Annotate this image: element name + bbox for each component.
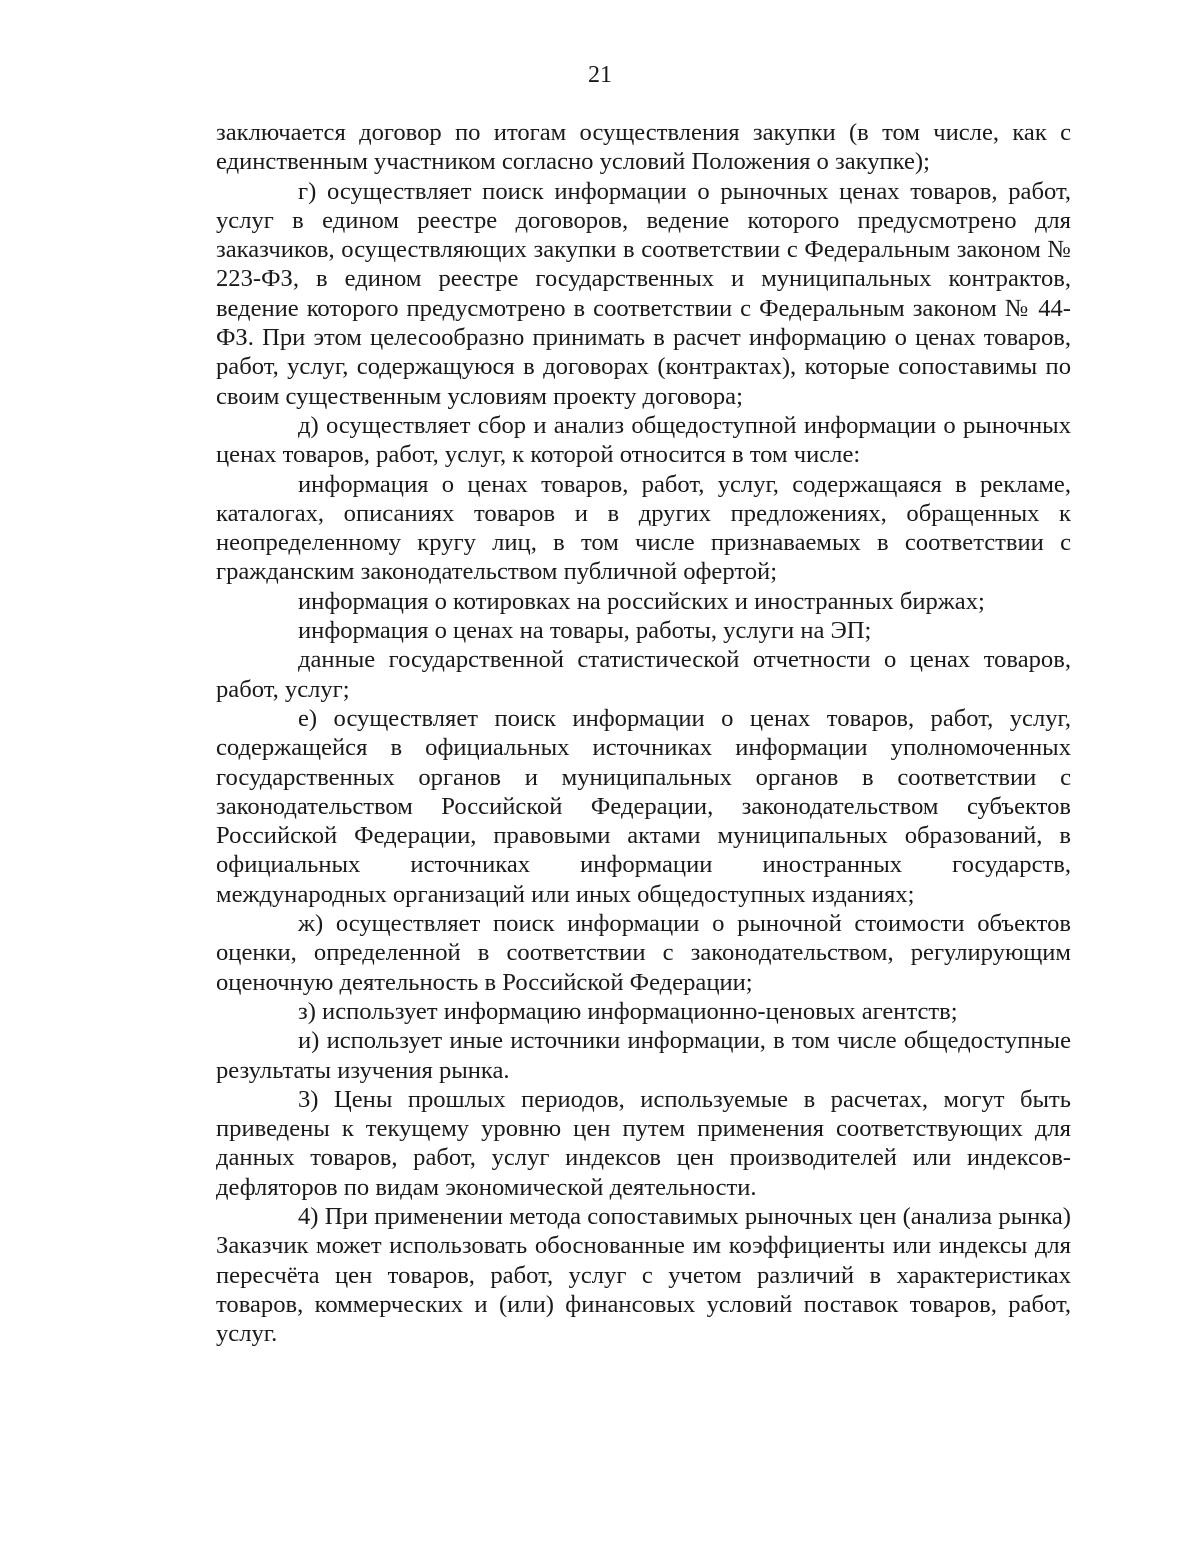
paragraph-ad-catalog-info: информация о ценах товаров, работ, услуг, содержащаяся в рекламе, каталогах, описаниях товаров и в других предложениях, обращенных к неопределенному кругу лиц, в том числе признаваемых в соответствии с гражданским законодательством публичной офертой; [216,470,1071,586]
paragraph-point-3: 3) Цены прошлых периодов, используемые в расчетах, могут быть приведены к текущему уровню цен путем применения соответствующих для данных товаров, работ, услуг индексов цен производителей или индексов-дефляторов по видам экономической деятельности. [216,1085,1071,1201]
paragraph-point-4: 4) При применении метода сопоставимых рыночных цен (анализа рынка) Заказчик может использовать обоснованные им коэффициенты или индексы для пересчёта цен товаров, работ, услуг с учетом различий в характеристиках товаров, коммерческих и (или) финансовых условий поставок товаров, работ, услуг. [216,1202,1071,1348]
page-number: 21 [588,62,612,88]
paragraph-item-zh: ж) осуществляет поиск информации о рыночной стоимости объектов оценки, определенной в соответствии с законодательством, регулирующим оценочную деятельность в Российской Федерации; [216,910,1071,996]
paragraph-continuation: заключается договор по итогам осуществления закупки (в том числе, как с единственным участником согласно условий Положения о закупке); [216,119,1071,176]
document-body [216,118,1071,1348]
paragraph-exchange-quotes: информация о котировках на российских и иностранных биржах; [298,587,985,615]
paragraph-statistics: данные государственной статистической отчетности о ценах товаров, работ, услуг; [216,646,1071,703]
paragraph-item-d: д) осуществляет сбор и анализ общедоступной информации о рыночных ценах товаров, работ, услуг, к которой относится в том числе: [216,411,1071,469]
paragraph-item-e: е) осуществляет поиск информации о ценах товаров, работ, услуг, содержащейся в официальных источниках информации уполномоченных государственных органов и муниципальных органов в соответствии с законодательством Российской Федерации, законодательством субъектов Российской Федерации, правовыми актами муниципальных образований, в официальных источниках информации иностранных государств, международных организаций или иных общедоступных изданиях; [216,704,1071,908]
paragraph-item-z: з) использует информацию информационно-ценовых агентств; [298,997,958,1025]
paragraph-item-i: и) использует иные источники информации, в том числе общедоступные результаты изучения рынка. [216,1027,1071,1084]
paragraph-item-g: г) осуществляет поиск информации о рыночных ценах товаров, работ, услуг в едином реестре договоров, ведение которого предусмотрено для заказчиков, осуществляющих закупки в соответствии с Федеральным законом № 223-ФЗ, в едином реестре государственных и муниципальных контрактов, ведение которого предусмотрено в соответствии с Федеральным законом № 44-ФЗ. При этом целесообразно принимать в расчет информацию о ценах товаров, работ, услуг, содержащуюся в договорах (контрактах), которые сопоставимы по своим существенным условиям проекту договора; [216,177,1071,410]
paragraph-ep-prices: информация о ценах на товары, работы, услуги на ЭП; [298,617,872,645]
